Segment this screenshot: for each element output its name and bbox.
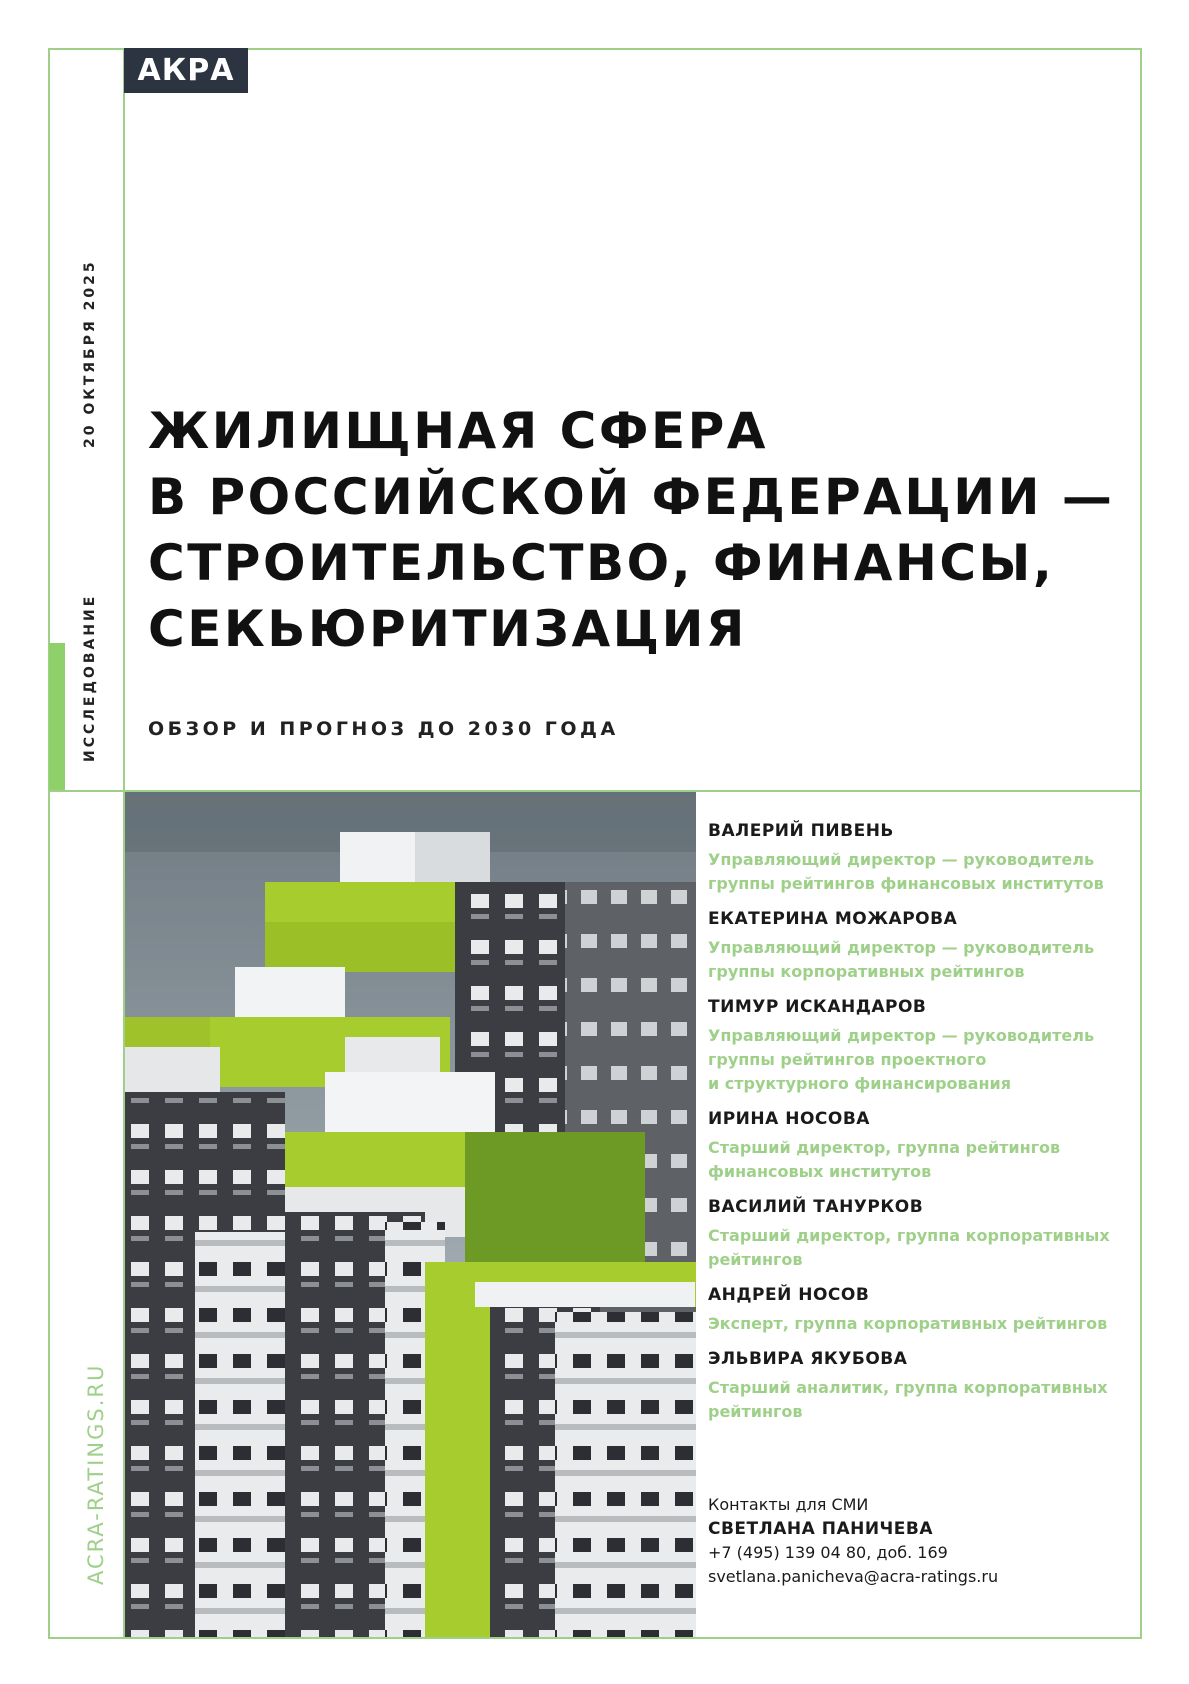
site-link[interactable]: ACRA-RATINGS.RU: [84, 1363, 108, 1585]
title-line: В РОССИЙСКОЙ ФЕДЕРАЦИИ —: [148, 468, 1115, 526]
author-role-line: и структурного финансирования: [708, 1074, 1011, 1093]
author-role-line: группы рейтингов финансовых институтов: [708, 874, 1104, 893]
author-name: ИРИНА НОСОВА: [708, 1109, 870, 1129]
cover-photo-buildings: [125, 792, 696, 1637]
author-role: [708, 1024, 1138, 1096]
author-role-line: Старший аналитик, группа корпоративных: [708, 1378, 1108, 1397]
author-entry: [708, 1348, 1138, 1424]
author-name: ВАЛЕРИЙ ПИВЕНЬ: [708, 821, 894, 841]
author-role-line: Старший директор, группа рейтингов: [708, 1138, 1061, 1157]
author-entry: [708, 996, 1138, 1096]
acra-logo[interactable]: АКРА: [124, 48, 248, 93]
document-type: ИССЛЕДОВАНИЕ: [82, 593, 98, 762]
contact-phone[interactable]: +7 (495) 139 04 80, доб. 169: [708, 1543, 948, 1562]
title-line: СТРОИТЕЛЬСТВО, ФИНАНСЫ,: [148, 534, 1055, 592]
author-role-line: Управляющий директор — руководитель: [708, 1026, 1095, 1045]
media-contacts: [708, 1493, 1138, 1589]
author-role-line: группы рейтингов проектного: [708, 1050, 987, 1069]
author-entry: [708, 1196, 1138, 1272]
page-title: [148, 398, 1128, 662]
author-role-line: финансовых институтов: [708, 1162, 932, 1181]
authors-list: [708, 820, 1138, 1436]
author-role-line: Старший директор, группа корпоративных: [708, 1226, 1110, 1245]
contact-email[interactable]: svetlana.panicheva@acra-ratings.ru: [708, 1567, 999, 1586]
author-role: [708, 1312, 1138, 1336]
author-name: АНДРЕЙ НОСОВ: [708, 1285, 870, 1305]
author-name: ЭЛЬВИРА ЯКУБОВА: [708, 1349, 908, 1369]
accent-bar: [49, 643, 65, 790]
author-role-line: рейтингов: [708, 1250, 803, 1269]
contact-name: СВЕТЛАНА ПАНИЧЕВА: [708, 1519, 934, 1539]
author-role-line: группы корпоративных рейтингов: [708, 962, 1025, 981]
buildings-illustration: [125, 792, 696, 1637]
title-line: СЕКЬЮРИТИЗАЦИЯ: [148, 600, 747, 658]
author-entry: [708, 820, 1138, 896]
author-role: [708, 1376, 1138, 1424]
author-role: [708, 936, 1138, 984]
author-role-line: Управляющий директор — руководитель: [708, 938, 1095, 957]
author-entry: [708, 908, 1138, 984]
author-role: [708, 1136, 1138, 1184]
author-entry: [708, 1284, 1138, 1336]
author-role: [708, 848, 1138, 896]
author-role-line: Эксперт, группа корпоративных рейтингов: [708, 1314, 1108, 1333]
title-line: ЖИЛИЩНАЯ СФЕРА: [148, 402, 768, 460]
author-name: ЕКАТЕРИНА МОЖАРОВА: [708, 909, 958, 929]
author-role-line: рейтингов: [708, 1402, 803, 1421]
author-role-line: Управляющий директор — руководитель: [708, 850, 1095, 869]
publication-date: 20 ОКТЯБРЯ 2025: [82, 259, 98, 448]
author-name: ВАСИЛИЙ ТАНУРКОВ: [708, 1197, 924, 1217]
page-subtitle: ОБЗОР И ПРОГНОЗ ДО 2030 ГОДА: [148, 718, 619, 740]
author-entry: [708, 1108, 1138, 1184]
contacts-label: Контакты для СМИ: [708, 1495, 869, 1514]
author-name: ТИМУР ИСКАНДАРОВ: [708, 997, 927, 1017]
author-role: [708, 1224, 1138, 1272]
